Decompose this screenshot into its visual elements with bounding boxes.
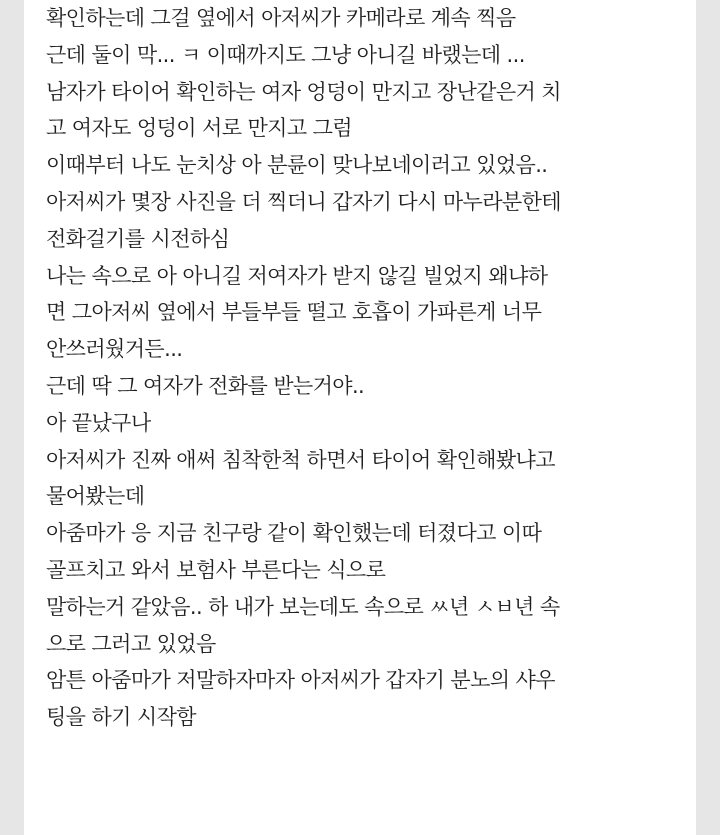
text-line: 확인하는데 그걸 옆에서 아저씨가 카메라로 계속 찍음	[46, 6, 516, 30]
text-line: 고 여자도 엉덩이 서로 만지고 그럼	[46, 116, 352, 141]
text-line: 나는 속으로 아 아니길 저여자가 받지 않길 빌었지 왜냐하	[46, 263, 548, 288]
text-line: 암튼 아줌마가 저말하자마자 아저씨가 갑자기 분노의 샤우	[46, 668, 555, 693]
post-body	[46, 0, 686, 736]
text-line: 전화걸기를 시전하심	[46, 226, 230, 251]
text-line: 면 그아저씨 옆에서 부들부들 떨고 호흡이 가파른게 너무	[46, 300, 542, 325]
text-line: 안쓰러웠거든...	[46, 337, 183, 362]
text-line: 팅을 하기 시작함	[46, 705, 196, 730]
text-line: 아 끝났구나	[46, 410, 151, 435]
text-line: 으로 그러고 있었음	[46, 631, 216, 656]
text-line: 아저씨가 몇장 사진을 더 찍더니 갑자기 다시 마누라분한테	[46, 189, 561, 214]
text-line: 남자가 타이어 확인하는 여자 엉덩이 만지고 장난같은거 치	[46, 79, 561, 104]
text-line: 말하는거 같았음.. 하 내가 보는데도 속으로 ㅆ년 ㅅㅂ년 속	[46, 594, 560, 619]
post-content-area	[24, 0, 696, 835]
text-line: 골프치고 와서 보험사 부른다는 식으로	[46, 557, 386, 582]
text-line: 물어봤는데	[46, 484, 145, 509]
text-line: 근데 딱 그 여자가 전화를 받는거야..	[46, 373, 365, 398]
text-line: 이때부터 나도 눈치상 아 분륜이 맞나보네이러고 있었음..	[46, 153, 548, 178]
text-line: 아저씨가 진짜 애써 침착한척 하면서 타이어 확인해봤냐고	[46, 447, 555, 472]
text-line: 아줌마가 응 지금 친구랑 같이 확인했는데 터졌다고 이따	[46, 521, 542, 546]
text-line: 근데 둘이 막... ㅋ 이때까지도 그냥 아니길 바랬는데 ...	[46, 42, 525, 67]
